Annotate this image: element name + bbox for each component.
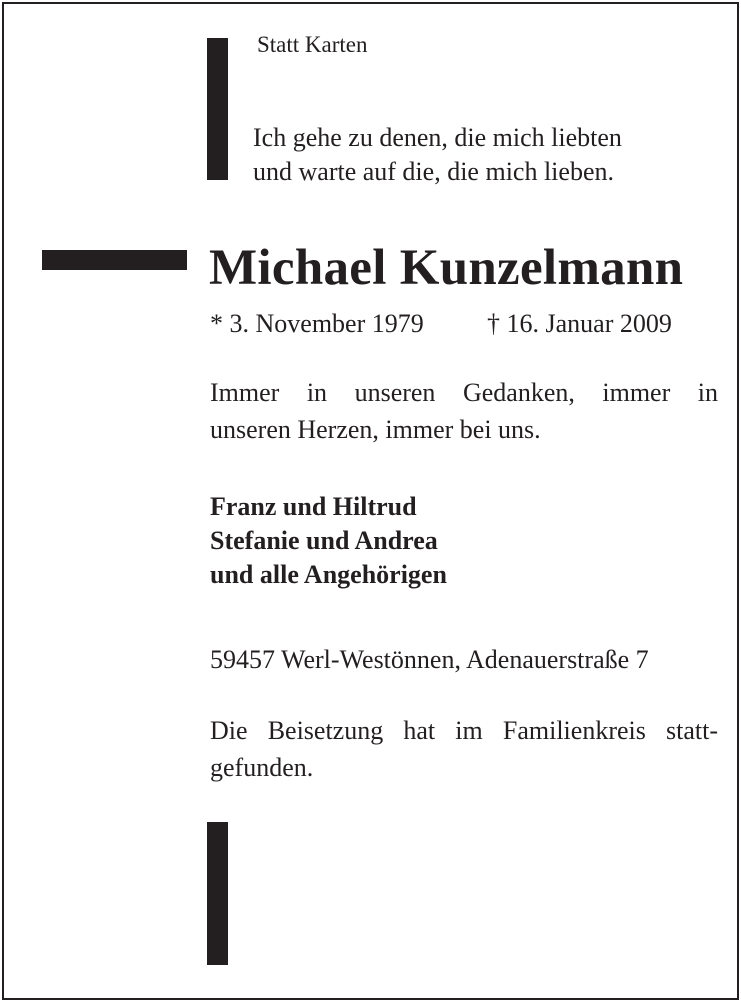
- family-line: Franz und Hiltrud: [210, 492, 417, 521]
- deceased-name: Michael Kunzelmann: [209, 240, 684, 296]
- memory-line: unseren Herzen, immer bei uns.: [210, 415, 541, 444]
- quote-line: Ich gehe zu denen, die mich liebten: [253, 123, 622, 152]
- statt-karten-label: Statt Karten: [257, 32, 368, 57]
- address-line: 59457 Werl-Westönnen, Adenauerstraße 7: [210, 645, 649, 674]
- family-line: Stefanie und Andrea: [210, 526, 438, 555]
- cross-bottom-bar: [207, 822, 228, 965]
- quote-line: und warte auf die, die mich lieben.: [253, 157, 614, 186]
- family-address: [210, 641, 718, 678]
- family-signatures: [210, 490, 718, 592]
- memory-line: Immer in unseren Gedanken, immer in: [210, 378, 718, 407]
- burial-line: Die Beisetzung hat im Familienkreis statt-: [210, 716, 718, 745]
- memorial-quote: [253, 121, 622, 189]
- birth-date: * 3. November 1979: [210, 309, 424, 338]
- death-date: † 16. Januar 2009: [487, 309, 672, 338]
- family-line: und alle Angehörigen: [210, 560, 447, 589]
- memory-text: [210, 374, 718, 448]
- burial-line: gefunden.: [210, 753, 314, 782]
- cross-top-bar: [207, 38, 228, 180]
- burial-notice: [210, 712, 718, 786]
- cross-left-bar: [42, 250, 187, 270]
